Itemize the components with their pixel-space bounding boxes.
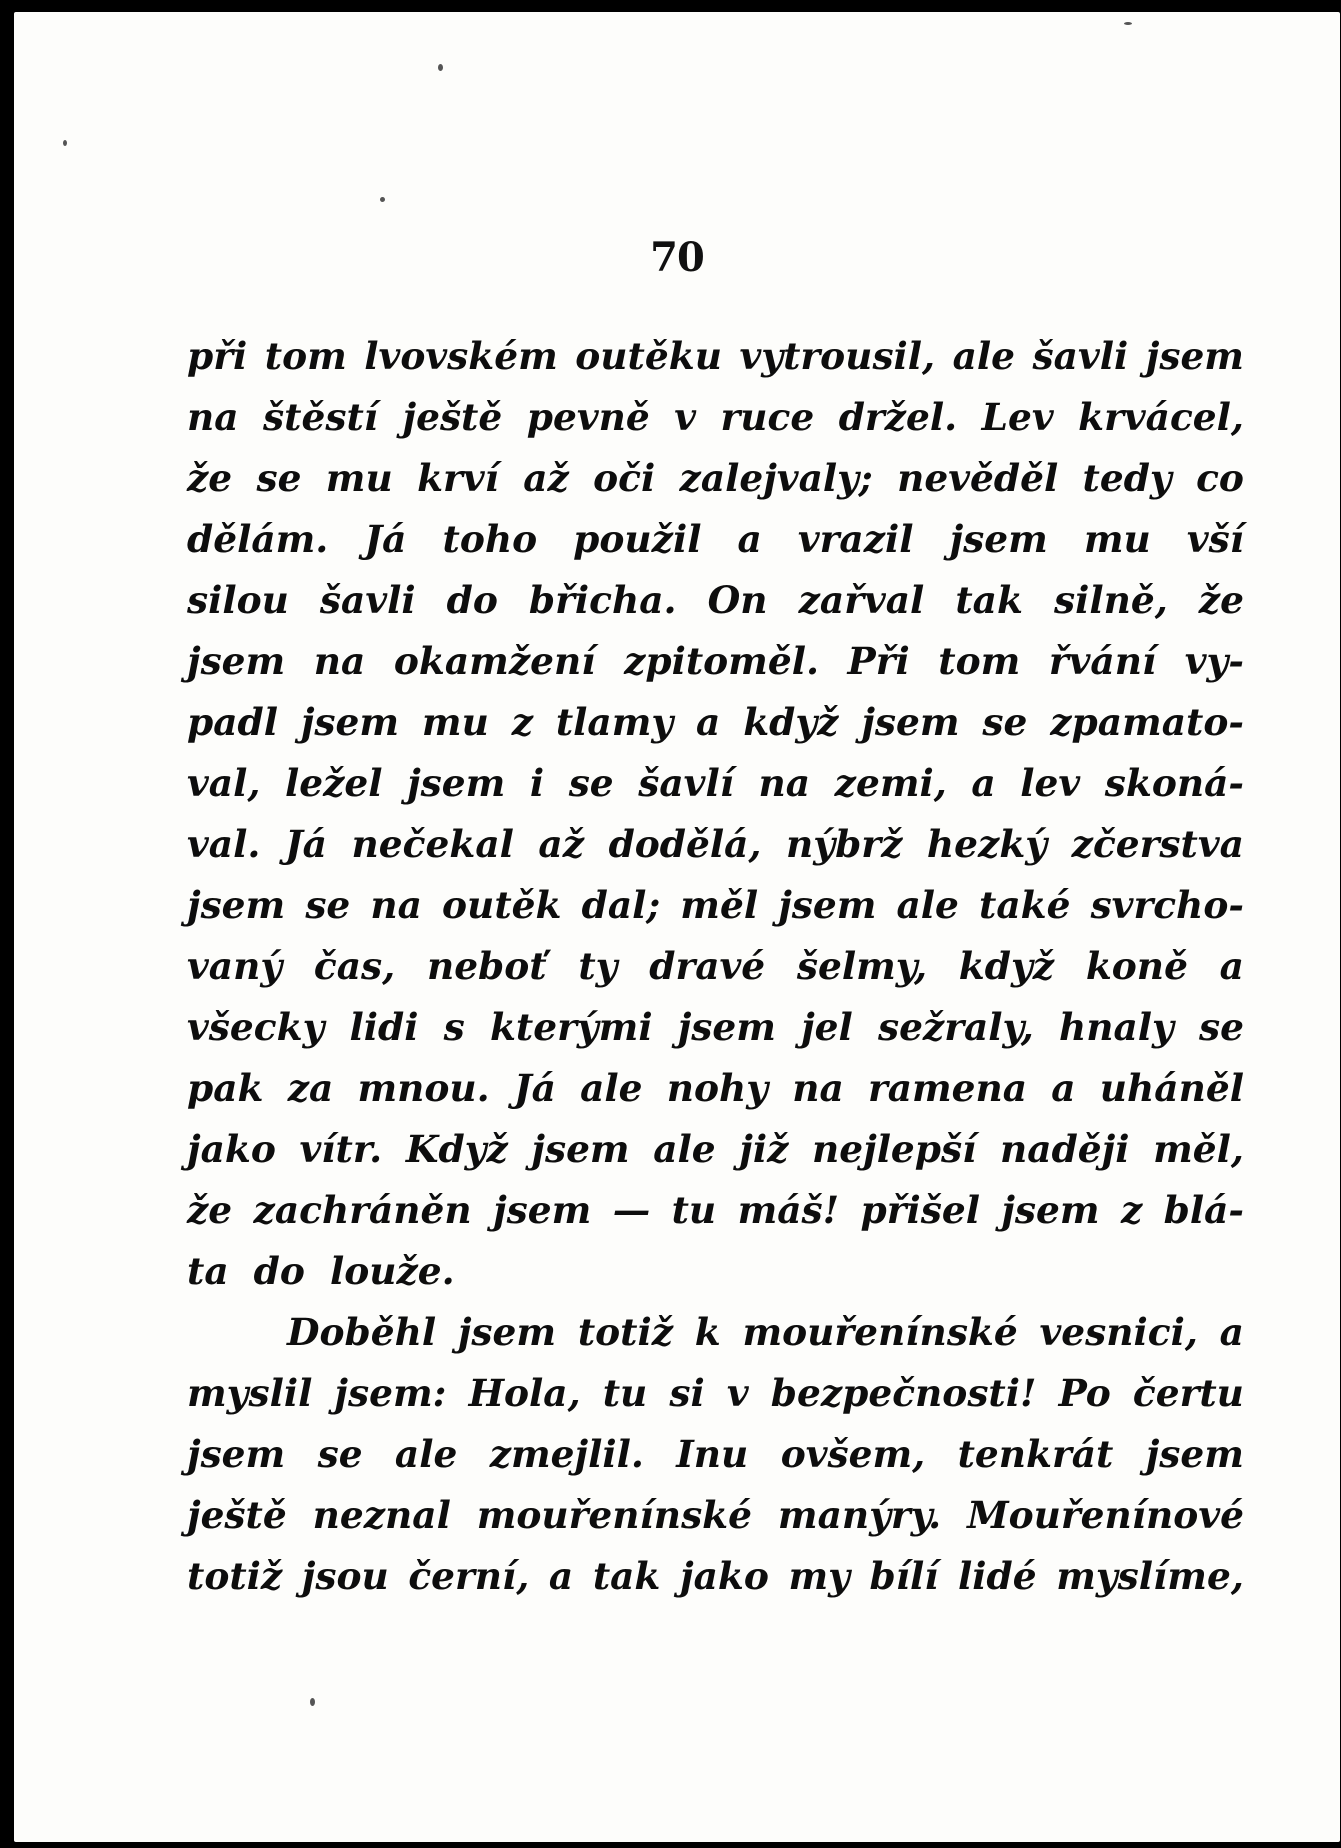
word: mu xyxy=(1083,517,1151,561)
word: zčerstva xyxy=(1071,822,1244,866)
word: jako xyxy=(187,1127,276,1171)
word: Lev xyxy=(981,395,1054,439)
word: totiž xyxy=(187,1554,283,1598)
word: pevně xyxy=(526,395,650,439)
word: šelmy, xyxy=(796,944,928,988)
word: jsem xyxy=(300,700,400,744)
word: ještě xyxy=(402,395,503,439)
word: se xyxy=(256,456,302,500)
text-line xyxy=(187,944,1244,1005)
word: jsem xyxy=(949,517,1048,561)
word: tenkrát xyxy=(957,1432,1114,1476)
word: myslil xyxy=(187,1371,313,1415)
word: šavlí xyxy=(638,761,734,805)
word: jsem xyxy=(187,1432,286,1476)
word: manýry. xyxy=(777,1493,942,1537)
word: jsem xyxy=(187,639,286,683)
word: jsou xyxy=(301,1554,389,1598)
word: jsem xyxy=(1145,1432,1244,1476)
text-line-paragraph-end: ta do louže. xyxy=(187,1249,455,1293)
word: jsem: xyxy=(334,1371,447,1415)
word: lidi xyxy=(349,1005,419,1049)
word: jel xyxy=(801,1005,853,1049)
word: bílí xyxy=(869,1554,939,1598)
word: na xyxy=(758,761,811,805)
word: jsem xyxy=(778,883,877,927)
word: vy- xyxy=(1184,639,1244,683)
word: tlamy xyxy=(555,700,674,744)
word: myslíme, xyxy=(1056,1554,1244,1598)
word: si xyxy=(669,1371,705,1415)
word: Mouřenínové xyxy=(967,1493,1244,1537)
text-line xyxy=(187,1188,1244,1249)
word: a xyxy=(1219,1310,1244,1354)
word: přišel xyxy=(860,1188,980,1232)
word: silně, xyxy=(1053,578,1168,622)
text-line xyxy=(187,1371,1244,1432)
word: nečekal xyxy=(351,822,514,866)
word: v xyxy=(674,395,697,439)
word: tak xyxy=(592,1554,661,1598)
word: nýbrž xyxy=(786,822,903,866)
word: z xyxy=(1120,1188,1143,1232)
word: že xyxy=(187,1188,233,1232)
word: zařval xyxy=(798,578,925,622)
word: tom xyxy=(938,639,1021,683)
word: až xyxy=(523,456,569,500)
word: outěku xyxy=(575,334,722,378)
word: blá- xyxy=(1163,1188,1244,1232)
word: naději xyxy=(1000,1127,1130,1171)
word: mu xyxy=(421,700,489,744)
text-line xyxy=(187,822,1244,883)
word: tu xyxy=(602,1371,648,1415)
word: mu xyxy=(325,456,393,500)
word: do xyxy=(446,578,498,622)
word: Po xyxy=(1058,1371,1111,1415)
word: v xyxy=(726,1371,749,1415)
word: vaný xyxy=(187,944,283,988)
text-line xyxy=(187,639,1244,700)
word: tom xyxy=(264,334,347,378)
word: použil xyxy=(573,517,702,561)
word: i xyxy=(529,761,545,805)
text-line xyxy=(187,1493,1244,1554)
word: tu xyxy=(671,1188,717,1232)
word: jsem xyxy=(493,1188,592,1232)
word: val. xyxy=(187,822,261,866)
word: nevěděl xyxy=(897,456,1059,500)
word: mouřenínské xyxy=(476,1493,753,1537)
word: zmejlil. xyxy=(489,1432,644,1476)
paper-speck xyxy=(63,140,67,146)
word: jsem xyxy=(1145,334,1244,378)
text-line-paragraph-start xyxy=(187,1310,1244,1371)
word: Inu xyxy=(676,1432,749,1476)
word: Já xyxy=(284,822,327,866)
word: všecky xyxy=(187,1005,325,1049)
word: čas, xyxy=(313,944,396,988)
word: tedy xyxy=(1082,456,1172,500)
word: se xyxy=(982,700,1028,744)
word: — xyxy=(612,1188,651,1232)
word: mnou. xyxy=(357,1066,490,1110)
text-line xyxy=(187,578,1244,639)
word: vší xyxy=(1186,517,1244,561)
word: nejlepší xyxy=(812,1127,977,1171)
word: že xyxy=(1198,578,1244,622)
word: ale xyxy=(653,1127,716,1171)
text-line xyxy=(187,1127,1244,1188)
word: jsem xyxy=(861,700,960,744)
word: máš! xyxy=(737,1188,840,1232)
word: uháněl xyxy=(1099,1066,1244,1110)
text-line xyxy=(187,334,1244,395)
word: bezpečnosti! xyxy=(770,1371,1037,1415)
text-line xyxy=(187,1432,1244,1493)
word: jako xyxy=(680,1554,769,1598)
word: sežraly, xyxy=(877,1005,1034,1049)
word: ovšem, xyxy=(780,1432,926,1476)
word: zalejvaly; xyxy=(679,456,873,500)
word: a xyxy=(971,761,996,805)
word: Při xyxy=(847,639,910,683)
word: totiž xyxy=(577,1310,674,1354)
word: ležel xyxy=(284,761,383,805)
word: s xyxy=(443,1005,465,1049)
word: když xyxy=(743,700,839,744)
word: k xyxy=(694,1310,721,1354)
word: Já xyxy=(513,1066,556,1110)
word: vítr. xyxy=(299,1127,383,1171)
word: silou xyxy=(187,578,289,622)
text-line xyxy=(187,1005,1244,1066)
word: zpamato- xyxy=(1050,700,1244,744)
paper-speck xyxy=(438,64,443,71)
word: hnaly xyxy=(1058,1005,1174,1049)
word: se xyxy=(1198,1005,1244,1049)
word: dal; xyxy=(581,883,661,927)
word: nohy xyxy=(666,1066,769,1110)
word: Já xyxy=(364,517,407,561)
word: outěk xyxy=(442,883,562,927)
word: lidé xyxy=(958,1554,1037,1598)
word: my xyxy=(788,1554,850,1598)
word: zemi, xyxy=(834,761,947,805)
word: Doběhl xyxy=(287,1310,437,1354)
word: ale xyxy=(580,1066,643,1110)
text-line xyxy=(187,517,1244,578)
word: na xyxy=(313,639,366,683)
word: val, xyxy=(187,761,261,805)
word: na xyxy=(792,1066,844,1110)
word: ještě xyxy=(187,1493,287,1537)
word: Hola, xyxy=(468,1371,581,1415)
word: držel. xyxy=(838,395,958,439)
word: při xyxy=(187,334,248,378)
word: okamžení xyxy=(393,639,596,683)
word: ty xyxy=(578,944,618,988)
word: a xyxy=(1219,944,1244,988)
word: také xyxy=(979,883,1071,927)
word: mouřenínské xyxy=(742,1310,1018,1354)
word: černí, xyxy=(408,1554,530,1598)
word: již xyxy=(739,1127,789,1171)
word: hezký xyxy=(926,822,1048,866)
word: tak xyxy=(955,578,1023,622)
word: břicha. xyxy=(528,578,677,622)
word: kterými xyxy=(489,1005,653,1049)
paper-speck xyxy=(310,1698,315,1706)
word: oči xyxy=(593,456,656,500)
word: svrcho- xyxy=(1090,883,1244,927)
word: jsem xyxy=(457,1310,557,1354)
word: Když xyxy=(405,1127,508,1171)
word: dělám. xyxy=(187,517,329,561)
word: se xyxy=(568,761,614,805)
word: krví xyxy=(417,456,499,500)
word: se xyxy=(305,883,351,927)
word: dravé xyxy=(649,944,766,988)
word: když xyxy=(958,944,1055,988)
word: ruce xyxy=(720,395,815,439)
word: jsem xyxy=(1001,1188,1100,1232)
word: až xyxy=(538,822,585,866)
word: toho xyxy=(442,517,538,561)
word: zpitoměl. xyxy=(624,639,819,683)
word: na xyxy=(370,883,422,927)
text-line xyxy=(187,700,1244,761)
text-line xyxy=(187,395,1244,456)
text-line xyxy=(187,883,1244,944)
word: šavli xyxy=(1032,334,1129,378)
word: ale xyxy=(896,883,959,927)
word: šavli xyxy=(319,578,416,622)
word: zachráněn xyxy=(253,1188,472,1232)
word: ale xyxy=(952,334,1016,378)
word: vytrousil, xyxy=(739,334,936,378)
word: pak xyxy=(187,1066,264,1110)
word: co xyxy=(1196,456,1244,500)
word: měl, xyxy=(1153,1127,1244,1171)
paper-speck xyxy=(380,197,385,202)
word: skoná- xyxy=(1104,761,1244,805)
word: se xyxy=(317,1432,363,1476)
word: vesnici, xyxy=(1039,1310,1198,1354)
word: ramena xyxy=(867,1066,1028,1110)
word: neboť xyxy=(426,944,547,988)
word: krvácel, xyxy=(1078,395,1244,439)
word: vrazil xyxy=(797,517,914,561)
word: padl xyxy=(187,700,278,744)
word: jsem xyxy=(677,1005,776,1049)
word: dodělá, xyxy=(608,822,762,866)
word: za xyxy=(287,1066,334,1110)
word: na xyxy=(187,395,239,439)
paper-speck xyxy=(1124,22,1132,25)
word: lvovském xyxy=(364,334,558,378)
word: z xyxy=(511,700,533,744)
word: On xyxy=(707,578,768,622)
text-line xyxy=(187,456,1244,517)
word: neznal xyxy=(312,1493,451,1537)
word: jsem xyxy=(187,883,286,927)
word: jsem xyxy=(407,761,506,805)
body-text xyxy=(187,334,1244,1615)
word: a xyxy=(1051,1066,1076,1110)
word: jsem xyxy=(531,1127,630,1171)
word: lev xyxy=(1020,761,1081,805)
text-line xyxy=(187,1554,1244,1615)
word: a xyxy=(696,700,721,744)
word: koně xyxy=(1085,944,1188,988)
word: že xyxy=(187,456,233,500)
word: a xyxy=(548,1554,574,1598)
word: řvání xyxy=(1048,639,1157,683)
text-line xyxy=(187,761,1244,822)
text-line xyxy=(187,1066,1244,1127)
word: čertu xyxy=(1132,1371,1244,1415)
word: a xyxy=(737,517,762,561)
word: ale xyxy=(394,1432,458,1476)
word: měl xyxy=(680,883,759,927)
word: štěstí xyxy=(263,395,379,439)
page-number: 70 xyxy=(650,234,704,281)
